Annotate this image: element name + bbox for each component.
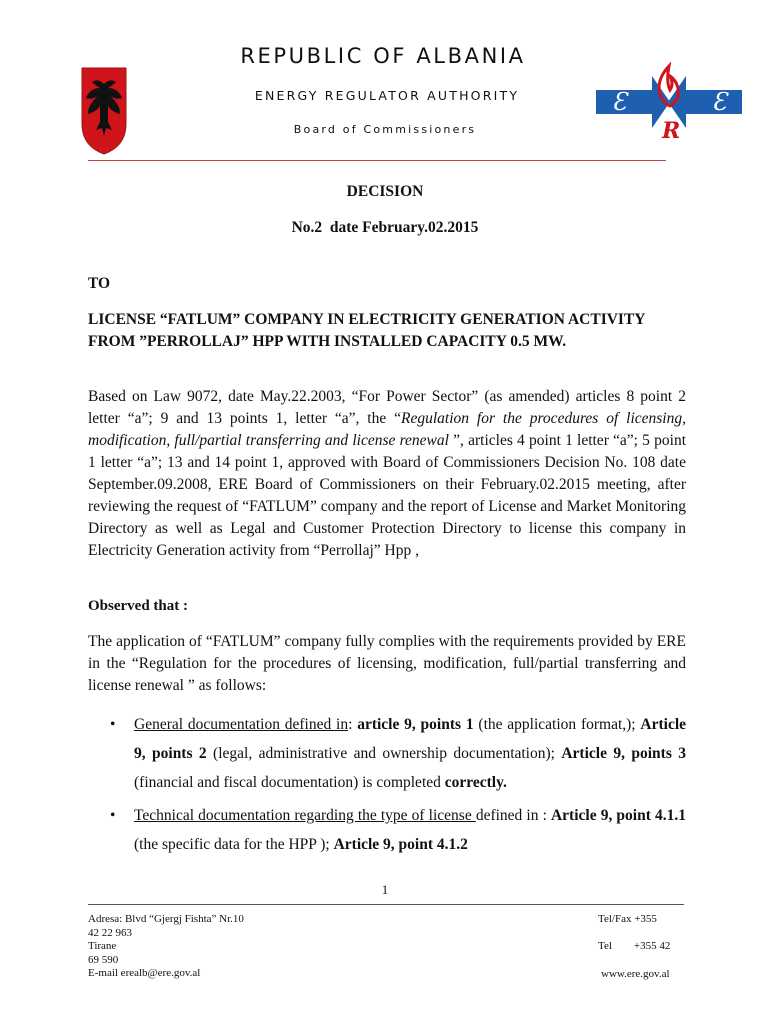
footer-address-line: Adresa: Blvd “Gjergj Fishta” Nr.10 xyxy=(88,913,244,925)
decision-number-date xyxy=(0,219,770,237)
footer-address-line: 69 590 xyxy=(88,953,119,966)
albania-coat-of-arms-icon xyxy=(78,66,130,156)
legal-basis-paragraph xyxy=(88,386,686,562)
technical-doc-label: Technical documentation regarding the type of license xyxy=(134,807,476,824)
footer-address xyxy=(88,913,244,981)
article-ref: Article 9, points 2 xyxy=(134,716,687,762)
legal-basis-text-1: Based on Law 9072, date May.22.2003, “For Power Sector” (as amended) articles 8 point 2 letter “a”; 9 and 13 points 1, letter “a”, the “ xyxy=(88,388,686,427)
bullet-icon: • xyxy=(110,716,116,733)
authority-heading: ENERGY REGULATOR AUTHORITY xyxy=(254,88,520,103)
legal-basis-text-2: ”, articles 4 point 1 letter “a”; 5 point 1 letter “a”; 13 and 14 point 1, approved with Board of Commissioners Decision No. 108 date September.09.2008, ERE Board of Commissioners on their February.02.2015 meeting, after reviewing the request of “FATLUM” company and the report of License and Market Monitoring Directory as well as Legal and Customer Protection Directory to license this company in Electricity Generation activity from “Perrollaj” Hpp , xyxy=(88,432,686,559)
documentation-list xyxy=(88,710,686,863)
article-ref: Article 9, point 4.1.1 xyxy=(550,807,686,824)
article-ref: Article 9, points 3 xyxy=(561,745,686,762)
footer-address-line: Tirane xyxy=(88,940,117,952)
logo-letter-right: Ɛ xyxy=(712,88,727,116)
article-ref: Article 9, point 4.1.2 xyxy=(333,836,468,853)
emphasis-text: correctly. xyxy=(444,774,507,791)
list-text: (the specific data for the HPP ); xyxy=(134,836,334,853)
footer-tel xyxy=(598,940,670,954)
footer-website: www.ere.gov.al xyxy=(601,968,670,980)
decision-date: date February.02.2015 xyxy=(329,219,479,236)
ere-logo-icon xyxy=(594,62,744,148)
compliance-paragraph: The application of “FATLUM” company fully complies with the requirements provided by ERE in the “Regulation for the procedures of licensing, modification, full/partial transferring and license renewal ” as follows: xyxy=(88,633,686,694)
list-text: defined in : xyxy=(475,807,551,824)
republic-heading: REPUBLIC OF ALBANIA xyxy=(240,44,526,68)
to-label: TO xyxy=(88,275,111,292)
board-heading: Board of Commissioners xyxy=(293,123,477,136)
header-divider xyxy=(88,160,666,161)
general-doc-label: General documentation defined in xyxy=(134,716,349,733)
logo-letter-center: R xyxy=(662,118,681,144)
list-text: (financial and fiscal documentation) is completed xyxy=(134,774,445,791)
logo-letter-left: Ɛ xyxy=(612,88,627,116)
decision-title: DECISION xyxy=(346,183,424,200)
regulation-title: Regulation for the procedures of licensing, modification, full/partial transferring and license renewal xyxy=(88,410,686,449)
footer-address-line: 42 22 963 xyxy=(88,926,132,939)
footer-tel-label: Tel xyxy=(598,940,612,952)
list-item xyxy=(88,801,686,859)
decision-number: No.2 xyxy=(291,219,323,236)
list-text: (legal, administrative and ownership documentation); xyxy=(206,745,562,762)
list-text: (the application format,); xyxy=(473,716,641,733)
footer-telfax: Tel/Fax +355 xyxy=(598,913,657,925)
bullet-icon: • xyxy=(110,807,116,824)
footer-tel-value: +355 42 xyxy=(633,940,671,952)
list-text: : xyxy=(348,716,358,733)
list-item xyxy=(88,710,686,797)
footer-email: E-mail erealb@ere.gov.al xyxy=(88,967,201,979)
article-ref: article 9, points 1 xyxy=(357,716,474,733)
observed-heading: Observed that : xyxy=(88,598,188,614)
decision-subject: LICENSE “FATLUM” COMPANY IN ELECTRICITY GENERATION ACTIVITY FROM ”PERROLLAJ” HPP WITH INSTALLED CAPACITY 0.5 MW. xyxy=(88,311,645,350)
page-number: 1 xyxy=(381,882,389,897)
footer-divider xyxy=(88,904,684,905)
